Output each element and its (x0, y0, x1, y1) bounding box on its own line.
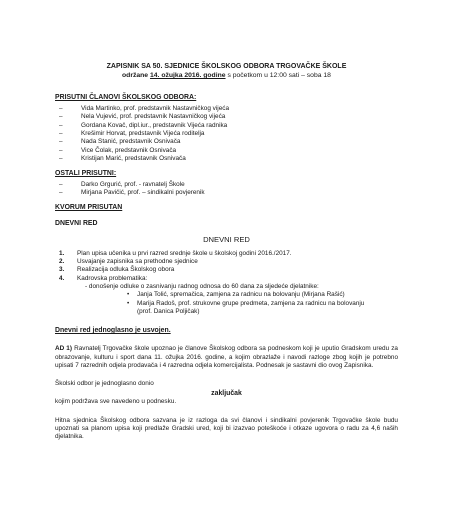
list-item: – Nada Stanić, predstavnik Osnivača (59, 138, 181, 146)
dash-mark: – (59, 104, 63, 112)
agenda-adopted: Dnevni red jednoglasno je usvojen. (55, 327, 171, 335)
closing-paragraph: Hitna sjednica Školskog odbora sazvana je iz razloga da svi članovi i sindikalni povjerenik Trgovačke škole budu upoznati sa planom upisa koji predlaže Gradski ured, koji bi izazvao poteškoće i otkaze ugovora o radu za 4,6 naših djelatnika. (55, 416, 398, 441)
dash-mark: – (59, 129, 63, 137)
agenda-item: 2. Usvajanje zapisnika sa prethodne sjednice (59, 257, 198, 265)
agenda-item: 1. Plan upisa učenika u prvi razred srednje škole u školskoj godini 2016./2017. (59, 249, 292, 257)
dash-mark: – (59, 154, 63, 162)
agenda-item: 4. Kadrovska problematika: (59, 274, 148, 282)
decision-title: zaključak (211, 389, 242, 397)
others-list (55, 181, 398, 198)
held-suffix: s početkom u 12:00 sati – soba 18 (227, 72, 331, 80)
others-heading: OSTALI PRISUTNI: (55, 170, 117, 178)
staff-list (55, 291, 398, 308)
agenda-heading: DNEVNI RED (55, 219, 98, 227)
list-item: – Vida Martinko, prof. predstavnik Nastavničkog vijeća (59, 104, 230, 112)
document-page (0, 62, 453, 515)
agenda-subnote: - donošenje odluke o zasnivanju radnog odnosa do 60 dana za sljedeće djelatnike: (85, 282, 319, 290)
present-heading: PRISUTNI ČLANOVI ŠKOLSKOG ODBORA: (55, 93, 197, 101)
dash-mark: – (59, 113, 63, 121)
list-item: – Darko Grgurić, prof. - ravnatelj Škole (59, 181, 185, 189)
list-item: – Vice Čolak, predstavnik Osnivača (59, 146, 177, 154)
meeting-info (55, 72, 398, 81)
ad1-label: AD 1) (55, 345, 72, 353)
document-title: ZAPISNIK SA 50. SJEDNICE ŠKOLSKOG ODBORA TRGOVAČKE ŠKOLE (106, 63, 347, 70)
list-item: – Mirjana Pavičić, prof. – sindikalni povjerenik (59, 189, 205, 197)
bullet-mark: • (127, 299, 130, 307)
decision-text: kojim podržava sve navedeno u podnesku. (55, 398, 177, 406)
agenda-list (55, 250, 398, 283)
staff-list-continuation: (prof. Danica Poljičak) (137, 307, 200, 315)
list-item: – Krešimir Horvat, predstavnik Vijeća roditelja (59, 129, 205, 137)
ad1-text: Ravnatelj Trgovačke škole upoznao je članove Školskog odbora sa podneskom koji je uputio Gradskom uredu za obrazovanje, kulturu i sport dana 11. ožujka 2016. godine, a kojim obrazlaže i navodi razloge zbog kojih je potrebno upisati 7 razrednih odjela prodavača i 4 razredna odjela komercijalista. Podnesak je sastavni dio ovog Zapisnika. (55, 345, 398, 369)
list-item: – Gordana Kovač, dipl.iur., predstavnik Vijeća radnika (59, 121, 228, 129)
dash-mark: – (59, 138, 63, 146)
ad1-paragraph (55, 345, 398, 370)
quorum-heading: KVORUM PRISUTAN (55, 203, 123, 211)
held-prefix: održane (122, 72, 149, 80)
dash-mark: – (59, 121, 63, 129)
list-item: – Nela Vujević, prof. predstavnik Nastavničkog vijeća (59, 113, 226, 121)
agenda-item: 3. Realizacija odluka Školskog obora (59, 266, 175, 274)
decision-intro: Školski odbor je jednoglasno donio (55, 380, 154, 388)
dash-mark: – (59, 181, 63, 189)
present-list (55, 105, 398, 163)
bullet-mark: • (127, 291, 130, 299)
list-item: – Kristijan Marić, predstavnik Osnivača (59, 154, 186, 162)
list-item: • Janja Tolić, spremačica, zamjena za radnicu na bolovanju (Mirjana Rašić) (127, 291, 345, 299)
dash-mark: – (59, 146, 63, 154)
dash-mark: – (59, 189, 63, 197)
agenda-center-title: DNEVNI RED (203, 234, 250, 244)
list-item: • Marija Radoš, prof. strukovne grupe predmeta, zamjena za radnicu na bolovanju (127, 299, 365, 307)
held-date: 14. ožujka 2016. godine (149, 72, 226, 80)
